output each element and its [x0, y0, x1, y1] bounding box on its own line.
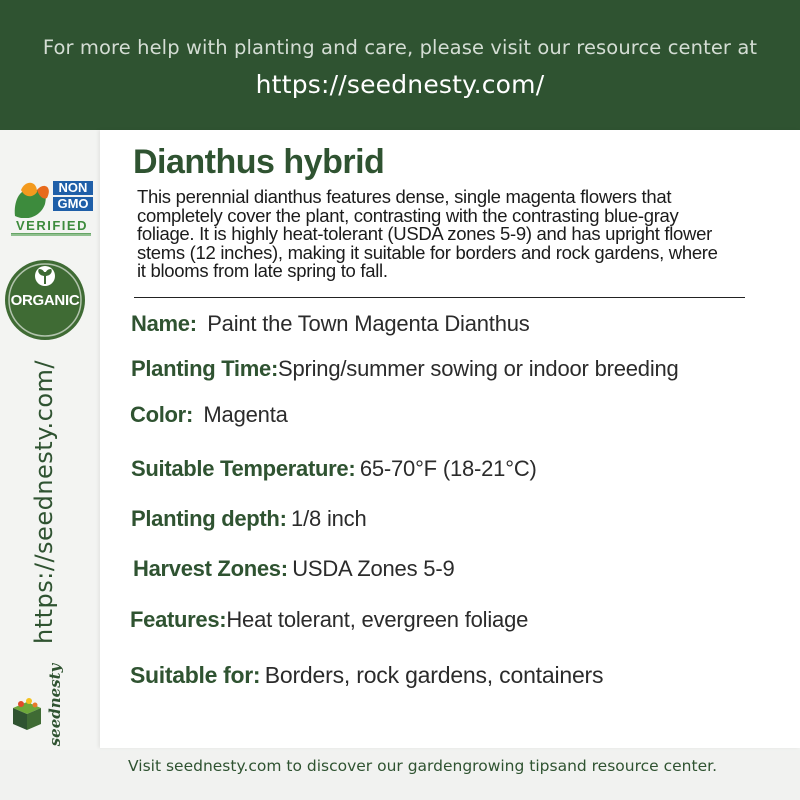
non-gmo-verified-text: VERIFIED — [9, 218, 95, 233]
spec-value: Paint the Town Magenta Dianthus — [207, 311, 530, 336]
description-line: This perennial dianthus features dense, single magenta flowers that — [137, 186, 672, 207]
spec-label: Harvest Zones: — [133, 556, 288, 581]
top-banner — [0, 0, 800, 130]
spec-label: Color: — [130, 402, 193, 427]
spec-value: Spring/summer sowing or indoor breeding — [277, 356, 679, 381]
seed-box-icon — [9, 694, 45, 734]
spec-row-planting-depth — [131, 506, 367, 532]
non-gmo-bottom-text: GMO — [53, 197, 93, 211]
brand-name-text: seednesty — [46, 663, 64, 747]
spec-row-name — [131, 311, 530, 337]
spec-value: Heat tolerant, evergreen foliage — [226, 607, 529, 632]
spec-row-suitable-for — [130, 662, 603, 689]
divider — [134, 297, 745, 298]
vertical-url-text: https://seednesty.com/ — [30, 360, 58, 644]
spec-label: Suitable for: — [130, 662, 261, 688]
description-line: completely cover the plant, contrasting with the contrasting blue-gray — [137, 204, 679, 226]
spec-value: USDA Zones 5-9 — [292, 556, 455, 581]
spec-row-color — [130, 402, 288, 428]
seednesty-logo — [5, 660, 75, 750]
organic-text: ORGANIC — [10, 292, 80, 309]
product-description — [137, 188, 777, 281]
product-title: Dianthus hybrid — [133, 143, 385, 181]
spec-value: 1/8 inch — [291, 506, 367, 531]
footer-text: Visit seednesty.com to discover our gardengrowing tipsand resource center. — [128, 757, 717, 775]
spec-label: Planting depth: — [131, 506, 287, 531]
spec-value: Magenta — [203, 402, 288, 427]
spec-value: Borders, rock gardens, containers — [264, 662, 604, 688]
spec-label: Name: — [131, 311, 197, 336]
help-text: For more help with planting and care, please visit our resource center at — [42, 36, 758, 59]
spec-row-harvest-zones — [133, 556, 454, 582]
description-line: foliage. It is highly heat-tolerant (USDA zones 5-9) and has upright flower — [137, 223, 712, 244]
organic-badge — [3, 258, 87, 342]
non-gmo-badge — [7, 176, 95, 240]
spec-row-temperature — [131, 456, 537, 482]
spec-row-features — [130, 607, 528, 633]
spec-label: Planting Time: — [131, 356, 278, 381]
spec-label: Features: — [130, 607, 227, 632]
spec-label: Suitable Temperature: — [131, 456, 356, 481]
non-gmo-top-text: NON — [53, 181, 93, 195]
description-line: it blooms from late spring to fall. — [137, 260, 388, 281]
description-line: stems (12 inches), making it suitable for borders and rock gardens, where — [137, 241, 718, 263]
spec-value: 65-70°F (18-21°C) — [359, 456, 537, 481]
resource-url-link[interactable]: https://seednesty.com/ — [255, 70, 545, 99]
spec-row-planting-time — [131, 356, 679, 382]
